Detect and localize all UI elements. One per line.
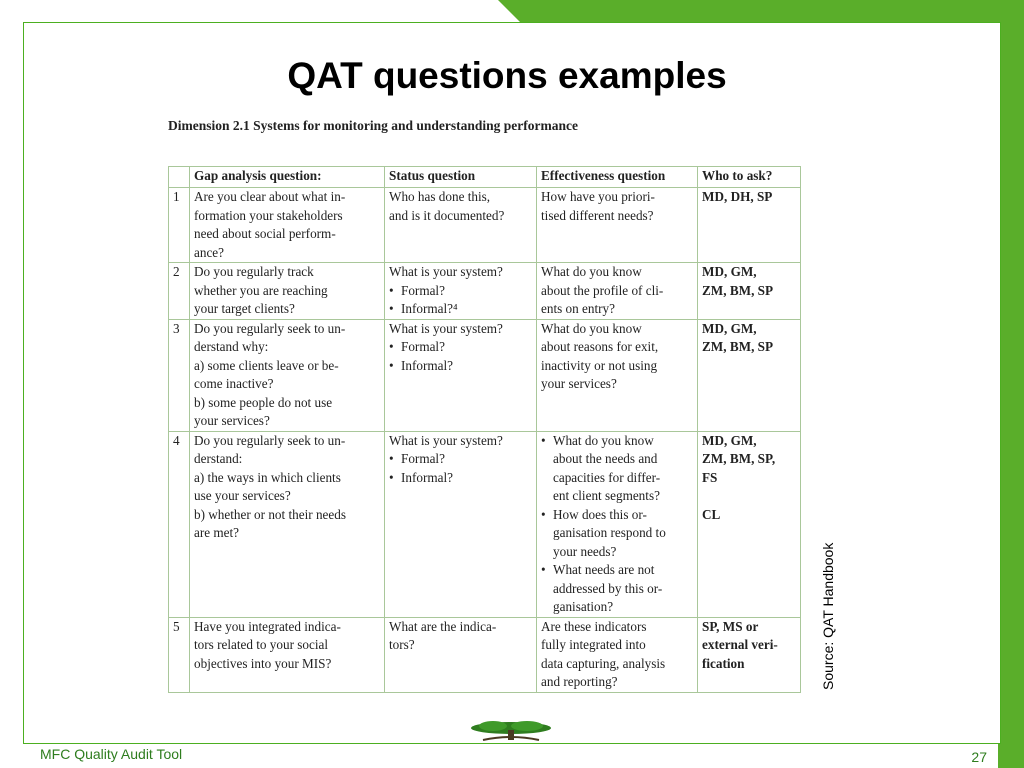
gap-question-cell	[190, 319, 385, 431]
gap-question-cell	[190, 617, 385, 692]
effectiveness-question-cell	[537, 188, 698, 263]
effectiveness-bullet-line: ent client segments?	[553, 488, 660, 503]
tree-logo-icon	[463, 718, 559, 742]
status-question-line: What is your system?	[389, 264, 503, 279]
table-row	[169, 617, 801, 692]
gap-question-line: Do you regularly seek to un-	[194, 320, 346, 336]
row-number: 4	[169, 431, 190, 617]
document-excerpt	[168, 118, 808, 693]
effectiveness-bullet-line: • How does this or-	[553, 506, 647, 522]
row-number: 5	[169, 617, 190, 692]
table-header-row	[169, 167, 801, 188]
effectiveness-question-line: tised different needs?	[541, 207, 654, 223]
row-number: 3	[169, 319, 190, 431]
gap-question-line: are met?	[194, 525, 240, 540]
effectiveness-bullet-line: ganisation?	[553, 599, 614, 614]
effectiveness-question-line: inactivity or not using	[541, 357, 658, 373]
status-question-line: What is your system?	[389, 320, 503, 336]
who-to-ask-line: fication	[702, 655, 745, 671]
col-header-effectiveness: Effectiveness question	[537, 167, 698, 188]
gap-question-line: whether you are reaching	[194, 282, 328, 298]
effectiveness-question-line: about the profile of cli-	[541, 282, 664, 298]
effectiveness-question-line: What do you know	[541, 320, 642, 336]
who-to-ask-line: external veri-	[702, 637, 778, 652]
effectiveness-bullet-list	[541, 432, 693, 617]
gap-question-cell	[190, 263, 385, 320]
status-bullet-item: • Informal?	[389, 469, 532, 488]
gap-question-line: Have you integrated indica-	[194, 618, 341, 634]
gap-question-line: b) some people do not use	[194, 394, 333, 410]
gap-question-cell	[190, 431, 385, 617]
who-to-ask-line: ZM, BM, SP	[702, 339, 774, 354]
gap-question-line: objectives into your MIS?	[194, 655, 332, 671]
table-row	[169, 188, 801, 263]
who-to-ask-cell	[698, 431, 801, 617]
col-header-gap: Gap analysis question:	[190, 167, 385, 188]
effectiveness-bullet-line: capacities for differ-	[553, 469, 661, 485]
gap-question-line: ance?	[194, 244, 225, 260]
col-header-number	[169, 167, 190, 188]
who-to-ask-line: MD, GM,	[702, 264, 757, 279]
row-number: 2	[169, 263, 190, 320]
effectiveness-question-line: Are these indicators	[541, 618, 647, 634]
gap-question-line: need about social perform-	[194, 226, 336, 241]
qat-table	[168, 166, 801, 693]
gap-question-line: b) whether or not their needs	[194, 506, 346, 522]
gap-question-line: your target clients?	[194, 301, 295, 316]
status-bullet-item: • Formal?	[389, 338, 532, 357]
effectiveness-bullet-line: about the needs and	[553, 451, 658, 466]
status-question-cell	[385, 431, 537, 617]
status-question-line: What are the indica-	[389, 618, 497, 634]
effectiveness-question-cell	[537, 263, 698, 320]
dimension-heading: Dimension 2.1 Systems for monitoring and understanding performance	[168, 118, 579, 133]
status-question-line: Who has done this,	[389, 189, 491, 204]
status-bullet-item: • Formal?	[389, 450, 532, 469]
gap-question-cell	[190, 188, 385, 263]
gap-question-line: Do you regularly track	[194, 264, 314, 279]
who-to-ask-line: ZM, BM, SP,	[702, 451, 776, 466]
status-question-cell	[385, 263, 537, 320]
gap-question-line: derstand why:	[194, 339, 269, 354]
effectiveness-question-line: data capturing, analysis	[541, 655, 666, 671]
effectiveness-bullet-line: your needs?	[553, 543, 617, 559]
who-to-ask-line: CL	[702, 506, 721, 522]
status-question-cell	[385, 319, 537, 431]
gap-question-line: your services?	[194, 413, 270, 428]
status-bullet-item: • Formal?	[389, 282, 532, 301]
effectiveness-bullet-item	[541, 432, 693, 506]
who-to-ask-line: FS	[702, 469, 718, 485]
status-question-cell	[385, 617, 537, 692]
who-to-ask-line: MD, DH, SP	[702, 189, 773, 204]
col-header-status: Status question	[385, 167, 537, 188]
page-number: 27	[971, 749, 987, 765]
gap-question-line: a) the ways in which clients	[194, 469, 341, 485]
gap-question-line: Do you regularly seek to un-	[194, 432, 346, 448]
effectiveness-bullet-line: ganisation respond to	[553, 525, 666, 540]
status-bullet-list	[389, 282, 532, 319]
effectiveness-bullet-item	[541, 506, 693, 562]
effectiveness-question-line: ents on entry?	[541, 301, 615, 316]
who-to-ask-cell	[698, 188, 801, 263]
status-question-line: tors?	[389, 637, 415, 652]
who-to-ask-cell	[698, 319, 801, 431]
who-to-ask-line: ZM, BM, SP	[702, 282, 774, 298]
table-body	[169, 188, 801, 693]
gap-question-line: Are you clear about what in-	[194, 189, 346, 204]
effectiveness-bullet-item	[541, 561, 693, 617]
gap-question-line: derstand:	[194, 451, 243, 466]
who-to-ask-cell	[698, 617, 801, 692]
effectiveness-question-cell	[537, 319, 698, 431]
effectiveness-question-line: fully integrated into	[541, 637, 646, 652]
gap-question-line: a) some clients leave or be-	[194, 357, 339, 373]
who-to-ask-line: MD, GM,	[702, 320, 757, 336]
effectiveness-question-line: How have you priori-	[541, 189, 655, 204]
table-row	[169, 263, 801, 320]
status-question-cell	[385, 188, 537, 263]
who-to-ask-line: SP, MS or	[702, 618, 759, 634]
gap-question-line: formation your stakeholders	[194, 207, 343, 223]
effectiveness-question-line: What do you know	[541, 264, 642, 279]
table-row	[169, 431, 801, 617]
effectiveness-question-cell	[537, 431, 698, 617]
who-to-ask-cell	[698, 263, 801, 320]
effectiveness-bullet-line: • What needs are not	[553, 562, 655, 577]
status-bullet-item: • Informal?	[389, 357, 532, 376]
gap-question-line: use your services?	[194, 488, 291, 503]
col-header-who: Who to ask?	[698, 167, 801, 188]
footer-title: MFC Quality Audit Tool	[40, 746, 183, 762]
who-to-ask-line	[702, 487, 796, 506]
source-note: Source: QAT Handbook	[820, 542, 836, 690]
effectiveness-question-line: about reasons for exit,	[541, 339, 659, 354]
effectiveness-question-line: your services?	[541, 376, 617, 391]
status-question-line: What is your system?	[389, 432, 503, 448]
who-to-ask-line: MD, GM,	[702, 432, 757, 448]
status-bullet-list	[389, 338, 532, 375]
effectiveness-question-line: and reporting?	[541, 674, 618, 689]
effectiveness-question-cell	[537, 617, 698, 692]
gap-question-line: come inactive?	[194, 376, 274, 391]
gap-question-line: tors related to your social	[194, 637, 329, 652]
table-row	[169, 319, 801, 431]
status-bullet-item: • Informal?⁴	[389, 300, 532, 319]
row-number: 1	[169, 188, 190, 263]
status-bullet-list	[389, 450, 532, 487]
slide-title: QAT questions examples	[287, 55, 727, 96]
effectiveness-bullet-line: • What do you know	[553, 432, 654, 448]
status-question-line: and is it documented?	[389, 207, 505, 223]
effectiveness-bullet-line: addressed by this or-	[553, 580, 663, 596]
